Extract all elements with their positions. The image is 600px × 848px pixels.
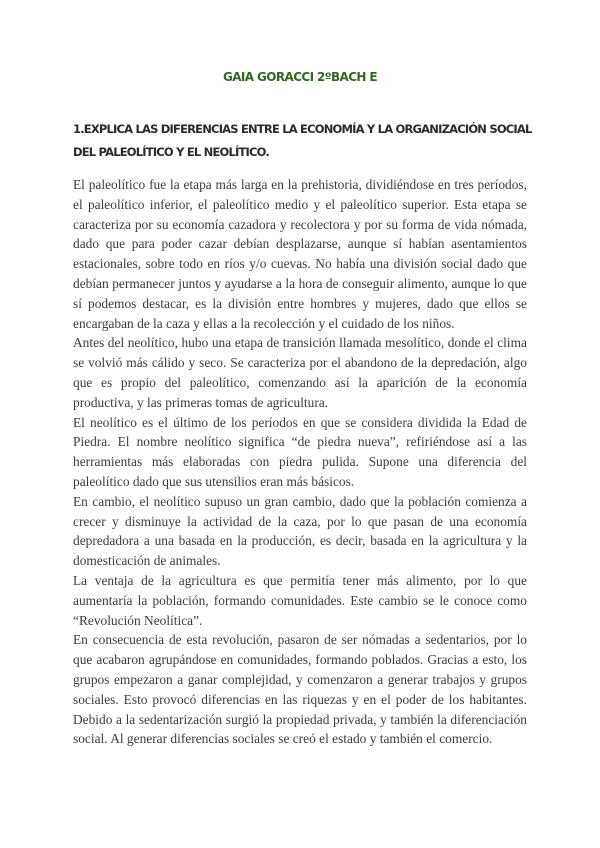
paragraph-paleolitico: El paleolítico fue la etapa más larga en la prehistoria, dividiéndose en tres períodos, el paleolítico inferior, el paleolítico medio y el paleolítico superior. Esta etapa se caracteriza por su economía cazadora y recolectora y por su forma de vida nómada, dado que para poder cazar debían desplazarse, aunque sí habían asentamientos estacionales, sobre todo en ríos y/o cuevas. No había una división social dado que debían permanecer juntos y ayudarse a la hora de conseguir alimento, aunque lo que sí podemos destacar, es la división entre hombres y mujeres, dado que ellos se encargaban de la caza y ellas a la recolección y el cuidado de los niños. <box>73 177 527 331</box>
paragraph-neolitico: El neolítico es el último de los períodos en que se considera dividida la Edad de Piedra. El nombre neolítico significa “de piedra nueva”, refiriéndose así a las herramientas más elaboradas con piedra pulida. Supone una diferencia del paleolítico dado que sus utensilios eran más básicos. <box>73 414 527 489</box>
document-title: GAIA GORACCI 2ºBACH E <box>222 70 378 84</box>
paragraph-agricultura: La ventaja de la agricultura es que permitía tener más alimento, por lo que aumentaría la población, formando comunidades. Este cambio se le conoce como “Revolución Neolítica”. <box>73 572 527 628</box>
question-heading: 1.EXPLICA LAS DIFERENCIAS ENTRE LA ECONOMÍA Y LA ORGANIZACIÓN SOCIAL DEL PALEOLÍTICO Y EL NEOLÍTICO. <box>73 122 532 159</box>
paragraph-mesolitico: Antes del neolítico, hubo una etapa de transición llamada mesolítico, donde el clima se volvió más cálido y seco. Se caracteriza por el abandono de la depredación, algo que es propio del paleolítico, comenzando así la aparición de la economía productiva, y las primeras tomas de agricultura. <box>73 335 527 410</box>
paragraph-cambio: En cambio, el neolítico supuso un gran cambio, dado que la población comienza a crecer y disminuye la actividad de la caza, por lo que pasan de una economía depredadora a una basada en la producción, es decir, basada en la agricultura y la domesticación de animales. <box>73 493 527 569</box>
answer-body <box>73 175 527 749</box>
paragraph-consecuencia: En consecuencia de esta revolución, pasaron de ser nómadas a sedentarios, por lo que acabaron agrupándose en comunidades, formando poblados. Gracias a esto, los grupos empezaron a ganar complejidad, y comenzaron a generar trabajos y grupos sociales. Esto provocó diferencias en las riquezas y en el poder de los habitantes. Debido a la sedentarización surgió la propiedad privada, y también la diferenciación social. Al generar diferencias sociales se creó el estado y también el comercio. <box>73 632 527 747</box>
